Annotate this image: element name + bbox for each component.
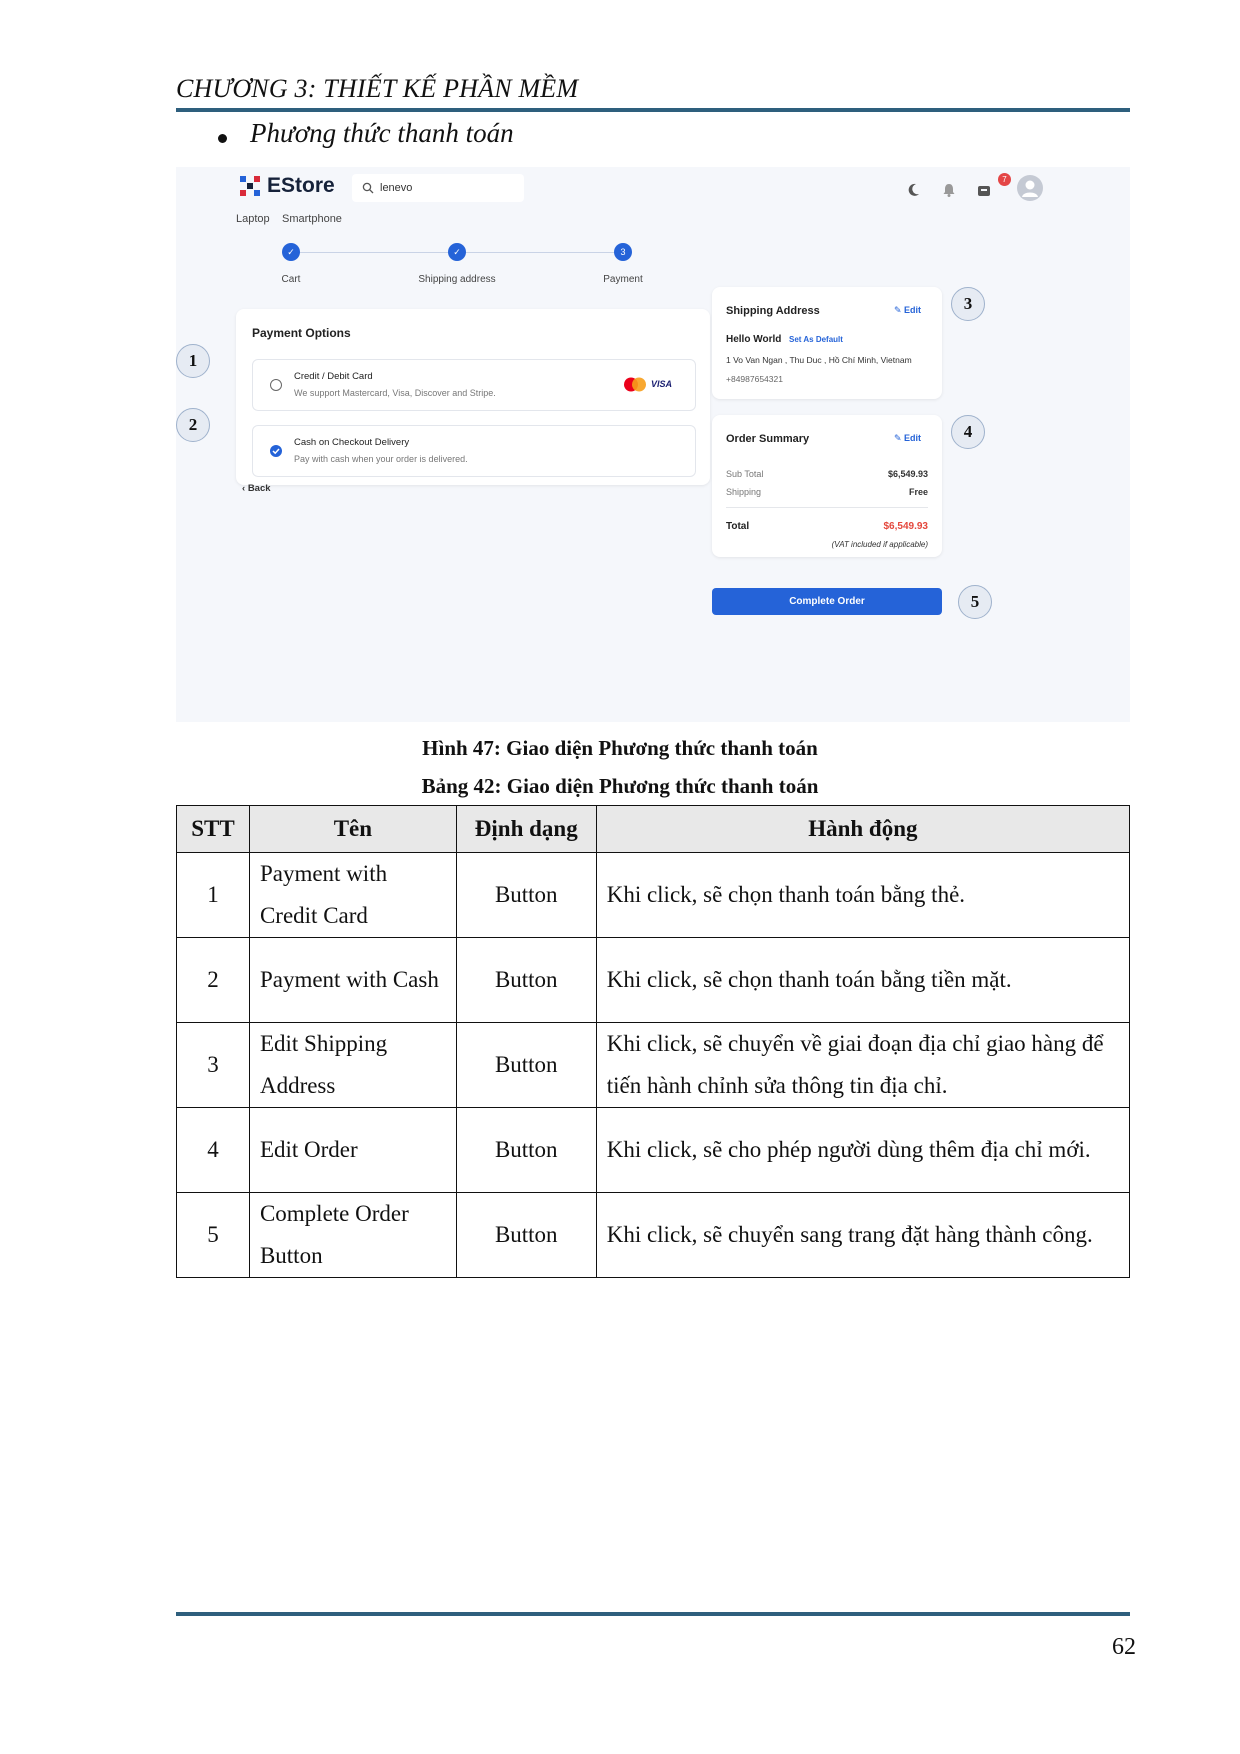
logo-icon [239, 175, 261, 197]
edit-order-label: Edit [904, 433, 922, 443]
table-caption: Bảng 42: Giao diện Phương thức thanh toán [421, 774, 819, 798]
nav-smartphone[interactable]: Smartphone [282, 213, 342, 225]
payment-options-title: Payment Options [252, 326, 351, 340]
col-header-stt: STT [177, 806, 250, 853]
search-input[interactable] [352, 174, 524, 202]
cell-action: Khi click, sẽ chuyển sang trang đặt hàng thành công. [596, 1193, 1129, 1278]
brand-name: EStore [267, 174, 335, 197]
user-icon [1017, 175, 1043, 201]
cell-stt: 5 [177, 1193, 250, 1278]
step-shipping-check-icon: ✓ [448, 243, 466, 261]
col-header-format: Định dạng [456, 806, 596, 853]
step-connector [466, 252, 614, 253]
step-cart-check-icon: ✓ [282, 243, 300, 261]
cell-name: Edit Order [249, 1108, 456, 1193]
pencil-icon: ✎ [894, 305, 905, 315]
payment-screenshot [176, 167, 1130, 722]
step-payment-number: 3 [614, 243, 632, 261]
back-link[interactable] [242, 483, 271, 494]
back-label: Back [247, 483, 271, 494]
cell-stt: 3 [177, 1023, 250, 1108]
credit-card-desc: We support Mastercard, Visa, Discover and Stripe. [294, 388, 496, 398]
cell-action: Khi click, sẽ chọn thanh toán bằng thẻ. [596, 853, 1129, 938]
marker-1: 1 [176, 344, 210, 378]
pencil-icon: ✎ [894, 433, 905, 443]
shipping-label: Shipping [726, 487, 762, 497]
cash-option[interactable] [252, 425, 696, 477]
complete-order-button[interactable]: Complete Order [712, 588, 942, 615]
visa-logo: VISA [651, 379, 673, 389]
shipping-name: Hello World [726, 334, 782, 345]
marker-3: 3 [951, 287, 985, 321]
total-value: $6,549.93 [883, 521, 928, 532]
cart-badge: 7 [998, 173, 1011, 186]
shipping-value: Free [908, 487, 928, 497]
shipping-address-card [712, 287, 942, 399]
cell-name: Complete Order Button [249, 1193, 456, 1278]
step-connector [300, 252, 448, 253]
col-header-name: Tên [249, 806, 456, 853]
cash-radio-checked-icon[interactable] [270, 445, 282, 457]
mastercard-icon [623, 377, 647, 392]
subtotal-label: Sub Total [726, 469, 764, 479]
cell-format: Button [456, 1193, 596, 1278]
edit-shipping-label: Edit [904, 305, 922, 315]
cart-icon[interactable] [975, 181, 993, 199]
credit-card-title: Credit / Debit Card [294, 371, 373, 382]
nav-laptop[interactable]: Laptop [236, 213, 270, 225]
credit-card-option[interactable] [252, 359, 696, 411]
set-default-link[interactable]: Set As Default [789, 335, 843, 344]
edit-order-button[interactable] [894, 433, 921, 444]
search-value: lenevo [380, 182, 413, 194]
shipping-phone: +84987654321 [726, 374, 783, 384]
cell-action: Khi click, sẽ chọn thanh toán bằng tiền mặt. [596, 938, 1129, 1023]
credit-card-radio[interactable] [270, 379, 282, 391]
table-row [177, 938, 1130, 1023]
cell-format: Button [456, 938, 596, 1023]
step-label-shipping: Shipping address [418, 274, 496, 285]
table-row [177, 1108, 1130, 1193]
summary-divider [726, 507, 928, 508]
cell-name: Payment with Credit Card [249, 853, 456, 938]
section-bullet: Phương thức thanh toán [250, 118, 514, 148]
page-number: 62 [1112, 1634, 1136, 1660]
bullet-dot [218, 134, 227, 143]
cell-stt: 1 [177, 853, 250, 938]
chapter-title: CHƯƠNG 3: THIẾT KẾ PHẦN MỀM [176, 74, 579, 103]
edit-shipping-button[interactable] [894, 305, 921, 316]
order-summary-card [712, 415, 942, 557]
cell-name: Payment with Cash [249, 938, 456, 1023]
bell-icon[interactable] [940, 181, 958, 199]
cell-format: Button [456, 853, 596, 938]
total-label: Total [726, 521, 750, 532]
cell-format: Button [456, 1108, 596, 1193]
step-label-cart: Cart [281, 274, 301, 285]
chevron-left-icon: ‹ [242, 483, 248, 494]
cash-title: Cash on Checkout Delivery [294, 437, 410, 448]
avatar[interactable] [1017, 175, 1043, 201]
search-icon [362, 182, 374, 194]
summary-title: Order Summary [726, 433, 810, 445]
cash-desc: Pay with cash when your order is delivered. [294, 454, 468, 464]
table-row [177, 1193, 1130, 1278]
subtotal-value: $6,549.93 [887, 469, 928, 479]
col-header-action: Hành động [596, 806, 1129, 853]
table-header-row [177, 806, 1130, 853]
logo[interactable] [239, 174, 335, 198]
shipping-title: Shipping Address [726, 305, 820, 317]
header-rule [176, 108, 1130, 112]
cell-name: Edit Shipping Address [249, 1023, 456, 1108]
cell-stt: 4 [177, 1108, 250, 1193]
table-row [177, 853, 1130, 938]
cell-format: Button [456, 1023, 596, 1108]
moon-icon[interactable] [907, 181, 925, 199]
marker-4: 4 [951, 415, 985, 449]
figure-caption: Hình 47: Giao diện Phương thức thanh toán [422, 736, 818, 760]
spec-table [176, 805, 1130, 1278]
cell-stt: 2 [177, 938, 250, 1023]
cell-action: Khi click, sẽ cho phép người dùng thêm địa chỉ mới. [596, 1108, 1129, 1193]
table-row [177, 1023, 1130, 1108]
payment-options-card [236, 309, 710, 485]
marker-2: 2 [176, 408, 210, 442]
vat-note: (VAT included if applicable) [831, 540, 928, 549]
shipping-address: 1 Vo Van Ngan , Thu Duc , Hồ Chí Minh, Vietnam [726, 355, 912, 365]
cell-action: Khi click, sẽ chuyển về giai đoạn địa chỉ giao hàng để tiến hành chỉnh sửa thông tin địa chỉ. [596, 1023, 1129, 1108]
step-label-payment: Payment [603, 274, 643, 285]
marker-5: 5 [958, 585, 992, 619]
footer-rule [176, 1612, 1130, 1616]
